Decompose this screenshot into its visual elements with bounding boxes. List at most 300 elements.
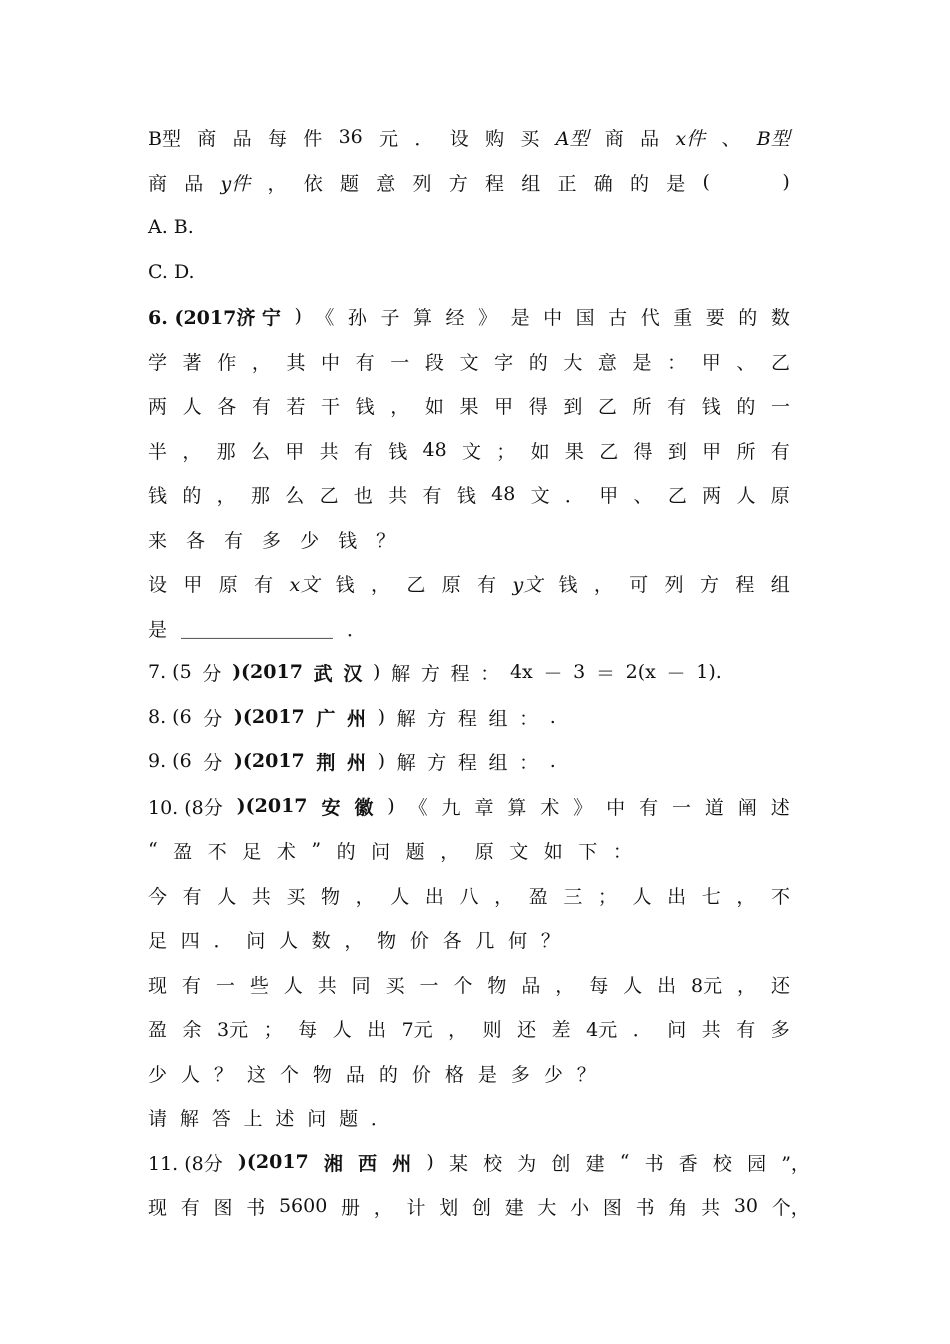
- token: 问: [246, 929, 266, 952]
- token: 图: [602, 1196, 622, 1219]
- token: 出: [424, 885, 444, 908]
- token: 钱: [388, 440, 408, 463]
- token: 物: [487, 974, 507, 997]
- question-7: [148, 657, 722, 687]
- question-6-line-5: [148, 479, 790, 509]
- token: 组: [488, 751, 508, 774]
- token: 有: [254, 573, 274, 596]
- token: 册: [341, 1196, 361, 1219]
- token: 园: [747, 1152, 767, 1175]
- token: 意: [376, 172, 396, 195]
- token: 4元: [586, 1018, 618, 1041]
- token: 两: [148, 395, 168, 418]
- token: 买: [286, 885, 306, 908]
- token: 共: [701, 1018, 721, 1041]
- token: )(2017: [233, 750, 305, 772]
- token: 有: [181, 974, 201, 997]
- token: ，: [448, 1018, 468, 1041]
- token: 州: [347, 751, 367, 774]
- token: 有: [353, 440, 373, 463]
- token: 校: [712, 1152, 732, 1175]
- token: 的: [736, 395, 756, 418]
- token: 品: [345, 1063, 365, 1086]
- token: 划: [439, 1196, 459, 1219]
- token: 字: [494, 351, 514, 374]
- token: ，: [344, 929, 364, 952]
- token: 到: [667, 440, 687, 463]
- token: 30: [733, 1195, 759, 1217]
- token: 州: [347, 707, 367, 730]
- token: ＝: [595, 662, 615, 685]
- token: 请: [148, 1107, 168, 1130]
- token: 物: [321, 885, 341, 908]
- token: 意: [597, 351, 617, 374]
- token: 钱: [355, 395, 375, 418]
- token: 分: [203, 707, 223, 730]
- token: .: [549, 750, 556, 772]
- token: 文: [461, 440, 481, 463]
- token: 7元: [401, 1018, 433, 1041]
- token: 是: [632, 351, 652, 374]
- token: 述: [275, 1107, 295, 1130]
- token: 校: [483, 1152, 503, 1175]
- token: 算: [412, 306, 432, 329]
- token: 问: [371, 840, 391, 863]
- token: 多: [510, 1063, 530, 1086]
- token: 要: [705, 306, 725, 329]
- token: 各: [186, 529, 206, 552]
- token: 确: [593, 172, 613, 195]
- token: ．: [632, 1018, 652, 1041]
- token: 文: [530, 484, 550, 507]
- token: 香: [678, 1152, 698, 1175]
- question-10-line-5: [148, 969, 790, 999]
- question-10-line-4: [148, 924, 560, 954]
- token: ，: [555, 974, 575, 997]
- question-number: 11. (8分: [148, 1152, 223, 1175]
- token: ，: [373, 1196, 393, 1219]
- token: 依: [303, 172, 323, 195]
- token: 程: [450, 662, 470, 685]
- token: 下: [578, 840, 598, 863]
- token: 有: [422, 484, 442, 507]
- token: ): [377, 706, 386, 728]
- token: 则: [482, 1018, 502, 1041]
- token: 一: [672, 796, 692, 819]
- text-line-1: [148, 122, 790, 152]
- token: x文: [289, 573, 320, 596]
- token: 有: [667, 395, 687, 418]
- token: 还: [517, 1018, 537, 1041]
- token: 钱: [558, 573, 578, 596]
- token: 人: [332, 1018, 352, 1041]
- token: ): [294, 305, 302, 327]
- token: 数: [311, 929, 331, 952]
- token: ): [782, 171, 790, 193]
- token: ，: [390, 395, 410, 418]
- token: 共: [388, 484, 408, 507]
- token: 人: [390, 885, 410, 908]
- token: 36: [338, 126, 363, 148]
- token: 不: [207, 840, 227, 863]
- token: 钱: [701, 395, 721, 418]
- token: 足: [148, 929, 168, 952]
- token: ．: [370, 1107, 390, 1130]
- token: 乙: [770, 351, 790, 374]
- token: 共: [701, 1196, 721, 1219]
- token: 问: [667, 1018, 687, 1041]
- token: 创: [551, 1152, 571, 1175]
- token: 数: [770, 306, 790, 329]
- token: ：: [519, 707, 539, 730]
- token: 分: [203, 751, 223, 774]
- token: ；: [597, 885, 617, 908]
- token: 有: [477, 573, 497, 596]
- token: 甲: [494, 395, 514, 418]
- token: ．: [213, 929, 233, 952]
- token: 格: [444, 1063, 464, 1086]
- token: 书: [246, 1196, 266, 1219]
- token: 古: [608, 306, 628, 329]
- token: 这: [246, 1063, 266, 1086]
- token: 四: [180, 929, 200, 952]
- question-8: [148, 702, 556, 732]
- token: 算: [507, 796, 527, 819]
- token: 现: [148, 1196, 168, 1219]
- token: 孙: [347, 306, 367, 329]
- token: ；: [263, 1018, 283, 1041]
- token: 些: [249, 974, 269, 997]
- token: 某: [448, 1152, 468, 1175]
- token: 有: [355, 351, 375, 374]
- token: 述: [770, 796, 790, 819]
- token: 著: [182, 351, 202, 374]
- token: 计: [406, 1196, 426, 1219]
- token: 钱: [338, 529, 358, 552]
- question-number: 6. (2017济 宁: [148, 306, 281, 329]
- token: 人: [182, 395, 202, 418]
- options-c-d: C. D.: [148, 261, 195, 283]
- token: 题: [405, 840, 425, 863]
- token: 多: [770, 1018, 790, 1041]
- token: 人: [623, 974, 643, 997]
- token: 段: [424, 351, 444, 374]
- token: 子: [380, 306, 400, 329]
- token: ，: [182, 440, 202, 463]
- question-9: [148, 746, 556, 776]
- token: 一: [390, 351, 410, 374]
- token: 那: [250, 484, 270, 507]
- token: 有: [770, 440, 790, 463]
- question-number: 9. (6: [148, 750, 192, 772]
- token: 共: [251, 885, 271, 908]
- token: 章: [474, 796, 494, 819]
- option-line-ab: [148, 212, 790, 242]
- token: 商: [197, 127, 217, 150]
- token: 48: [491, 483, 516, 505]
- token: 1).: [696, 661, 722, 683]
- token: 3元: [217, 1018, 249, 1041]
- token: 组: [770, 573, 790, 596]
- question-6-line-2: [148, 346, 790, 376]
- token: 有: [182, 885, 202, 908]
- token: ，: [494, 885, 514, 908]
- token: 余: [182, 1018, 202, 1041]
- token: 武: [313, 662, 333, 685]
- token: 中: [543, 306, 563, 329]
- token: 方: [427, 751, 447, 774]
- token: 么: [285, 484, 305, 507]
- token: 答: [211, 1107, 231, 1130]
- token: 出: [667, 885, 687, 908]
- token: 品: [232, 127, 252, 150]
- token: 那: [216, 440, 236, 463]
- token: ：: [667, 351, 687, 374]
- token: ．: [347, 618, 367, 641]
- token: －: [543, 662, 563, 685]
- token: ): [426, 1151, 434, 1173]
- token: ): [373, 661, 381, 683]
- token: ，: [370, 573, 390, 596]
- token: 设: [449, 127, 469, 150]
- question-number: 7. (5: [148, 661, 192, 683]
- token: 书: [644, 1152, 664, 1175]
- token: 原: [770, 484, 790, 507]
- token: 代: [640, 306, 660, 329]
- token: 人: [632, 885, 652, 908]
- token: 作: [217, 351, 237, 374]
- token: 文: [459, 351, 479, 374]
- question-10-line-3: [148, 880, 790, 910]
- token: －: [666, 662, 686, 685]
- token: 钱: [456, 484, 476, 507]
- token: 图: [213, 1196, 233, 1219]
- token: 盈: [173, 840, 193, 863]
- token: 甲: [701, 351, 721, 374]
- token: 是: [148, 618, 168, 641]
- token: ，: [593, 573, 613, 596]
- token: 足: [242, 840, 262, 863]
- token: 两: [702, 484, 722, 507]
- token: 干: [321, 395, 341, 418]
- token: 解: [391, 662, 411, 685]
- token: 个: [279, 1063, 299, 1086]
- token: 如: [543, 840, 563, 863]
- token: 有: [180, 1196, 200, 1219]
- token: x件: [675, 127, 706, 150]
- token: 出: [367, 1018, 387, 1041]
- question-6-line-8: [148, 613, 790, 643]
- token: 的: [528, 351, 548, 374]
- token: 州: [392, 1152, 412, 1175]
- token: 物: [312, 1063, 332, 1086]
- token: 个: [453, 974, 473, 997]
- token: 人: [217, 885, 237, 908]
- token: 若: [286, 395, 306, 418]
- token: 品: [521, 974, 541, 997]
- token: 果: [564, 440, 584, 463]
- token: 原: [474, 840, 494, 863]
- token: 书: [635, 1196, 655, 1219]
- token: 8元: [691, 974, 723, 997]
- token: 有: [251, 395, 271, 418]
- token: ？: [540, 929, 560, 952]
- token: 购: [485, 127, 505, 150]
- token: 列: [412, 172, 432, 195]
- options-a-b: A. B.: [148, 216, 194, 238]
- token: 人: [283, 974, 303, 997]
- token: 5600: [278, 1195, 328, 1217]
- token: 少: [300, 529, 320, 552]
- token: 中: [606, 796, 626, 819]
- token: 3: [573, 661, 586, 683]
- token: 建: [585, 1152, 605, 1175]
- token: 程: [735, 573, 755, 596]
- token: )(2017: [232, 661, 303, 683]
- token: 半: [148, 440, 168, 463]
- token: ：: [612, 840, 632, 863]
- token: 其: [286, 351, 306, 374]
- token: 出: [657, 974, 677, 997]
- token: 三: [563, 885, 583, 908]
- token: 《: [315, 306, 335, 329]
- token: 安: [321, 796, 341, 819]
- token: 品: [184, 172, 204, 195]
- token: ，: [736, 885, 756, 908]
- token: 方: [420, 662, 440, 685]
- token: 设: [148, 573, 168, 596]
- token: 列: [664, 573, 684, 596]
- token: 何: [508, 929, 528, 952]
- token: 创: [471, 1196, 491, 1219]
- token: ？: [213, 1063, 233, 1086]
- token: ；: [496, 440, 516, 463]
- token: 的: [378, 1063, 398, 1086]
- token: 原: [441, 573, 461, 596]
- token: ，: [267, 172, 287, 195]
- token: 的: [738, 306, 758, 329]
- token: ，: [737, 974, 757, 997]
- token: 不: [770, 885, 790, 908]
- token: y件: [220, 172, 251, 195]
- question-6-line-7: [148, 568, 790, 598]
- token: .: [549, 706, 556, 728]
- token: 元: [379, 127, 399, 150]
- token: 乙: [597, 395, 617, 418]
- token: 几: [475, 929, 495, 952]
- question-10-line-6: [148, 1013, 790, 1043]
- token: 》: [573, 796, 593, 819]
- token: 大: [537, 1196, 557, 1219]
- token: 今: [148, 885, 168, 908]
- token: 各: [217, 395, 237, 418]
- token: 少: [148, 1063, 168, 1086]
- token: 解: [179, 1107, 199, 1130]
- token: ．: [564, 484, 584, 507]
- question-10-line-8: [148, 1102, 390, 1132]
- token: 品: [640, 127, 660, 150]
- token: 角: [668, 1196, 688, 1219]
- token: 各: [442, 929, 462, 952]
- token: 买: [385, 974, 405, 997]
- token: 西: [358, 1152, 378, 1175]
- token: 个，: [771, 1196, 810, 1219]
- token: 解: [396, 751, 416, 774]
- token: 一: [770, 395, 790, 418]
- token: 正: [557, 172, 577, 195]
- answer-blank: [727, 169, 765, 196]
- token: 一: [419, 974, 439, 997]
- token: ：: [519, 751, 539, 774]
- token: 荆: [316, 751, 336, 774]
- token: “: [619, 1151, 630, 1173]
- token: 盈: [148, 1018, 168, 1041]
- token: 的: [629, 172, 649, 195]
- question-6-line-1: [148, 301, 790, 331]
- token: 组: [488, 707, 508, 730]
- token: 汉: [343, 662, 363, 685]
- token: 重: [673, 306, 693, 329]
- token: 中: [321, 351, 341, 374]
- token: 商: [604, 127, 624, 150]
- token: 上: [243, 1107, 263, 1130]
- token: 徽: [354, 796, 374, 819]
- token: 大: [563, 351, 583, 374]
- token: 买: [520, 127, 540, 150]
- token: 广: [316, 707, 336, 730]
- token: ？: [376, 529, 396, 552]
- token: 价: [409, 929, 429, 952]
- token: ．: [414, 127, 434, 150]
- token: 乙: [319, 484, 339, 507]
- question-6-line-4: [148, 435, 790, 465]
- token: 4x: [509, 661, 533, 683]
- token: ”: [311, 839, 322, 861]
- token: ): [387, 795, 395, 817]
- token: 是: [477, 1063, 497, 1086]
- token: 钱: [335, 573, 355, 596]
- token: 甲: [599, 484, 619, 507]
- token: ，: [355, 885, 375, 908]
- token: 如: [424, 395, 444, 418]
- token: 商: [148, 172, 168, 195]
- token: 还: [770, 974, 790, 997]
- token: 方: [700, 573, 720, 596]
- token: 、: [633, 484, 653, 507]
- token: 乙: [599, 440, 619, 463]
- token: 现: [148, 974, 168, 997]
- token: ，: [216, 484, 236, 507]
- token: 每: [267, 127, 287, 150]
- token: 有: [736, 1018, 756, 1041]
- token: 分: [202, 662, 222, 685]
- question-number: 10. (8分: [148, 796, 223, 819]
- token: 也: [353, 484, 373, 507]
- token: ，: [251, 351, 271, 374]
- token: 可: [629, 573, 649, 596]
- token: 到: [563, 395, 583, 418]
- token: 程: [484, 172, 504, 195]
- token: 有: [224, 529, 244, 552]
- token: ：: [480, 662, 500, 685]
- question-number: 8. (6: [148, 706, 192, 728]
- token: )(2017: [233, 706, 305, 728]
- question-10-line-2: [148, 835, 632, 865]
- token: 果: [459, 395, 479, 418]
- token: 《: [408, 796, 428, 819]
- token: 物: [377, 929, 397, 952]
- token: 少: [543, 1063, 563, 1086]
